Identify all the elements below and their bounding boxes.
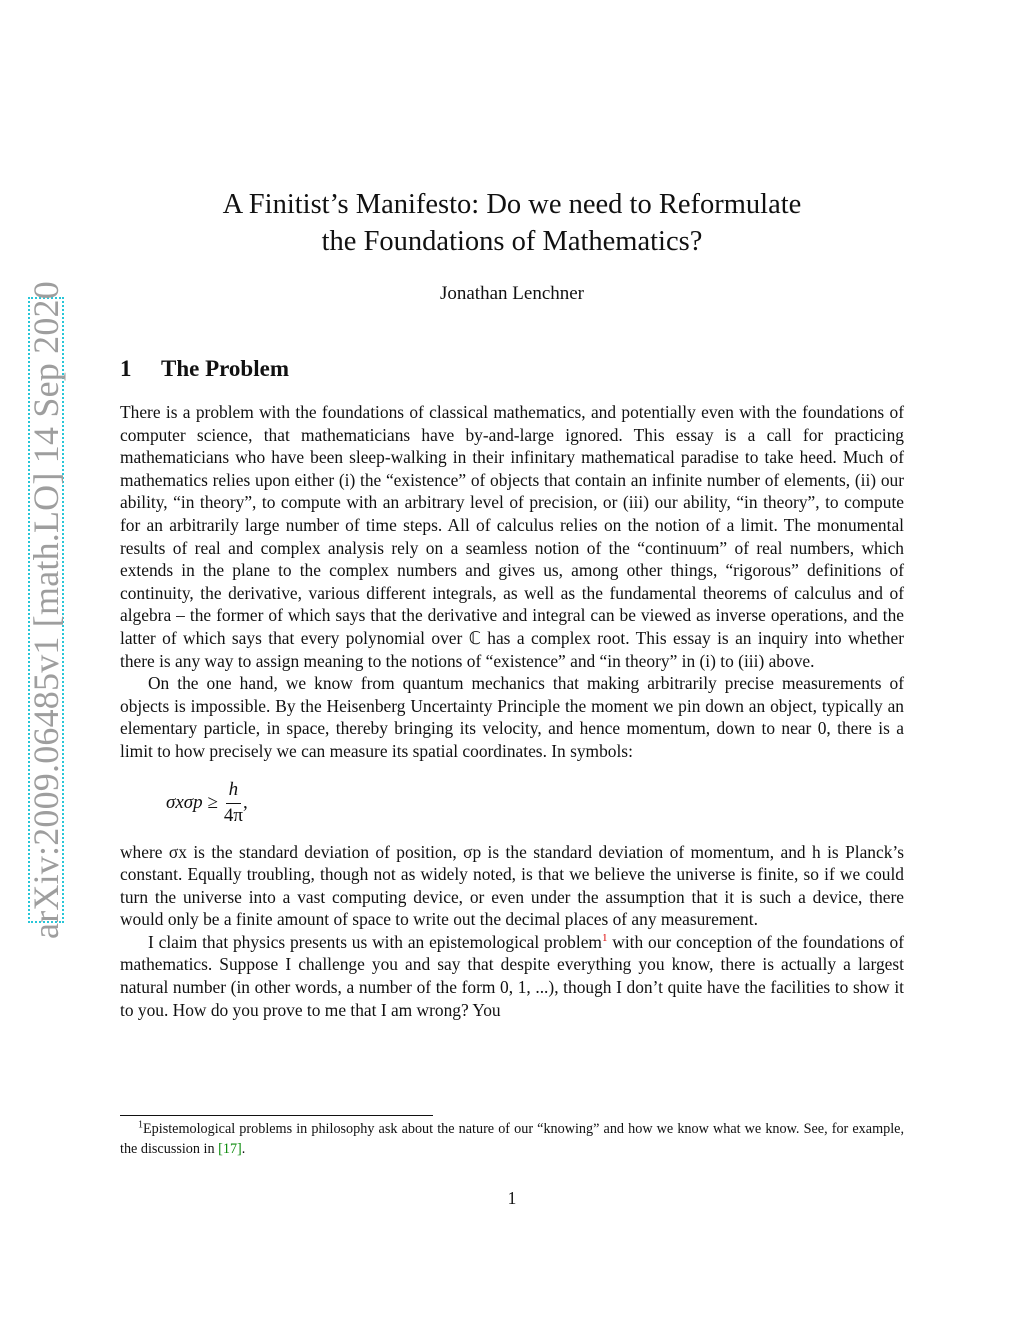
author: Jonathan Lenchner bbox=[439, 283, 585, 304]
section-title: The Problem bbox=[161, 356, 289, 381]
title-line-1: A Finitist’s Manifesto: Do we need to Reformulate bbox=[222, 189, 802, 220]
paragraph-4-end: with our conception of the foundations of mathematics. Suppose I challenge you and say that despite everything you know, there is actually a largest natural number (in other words, a number of the form 0, 1, ...), though I don’t quite have the facilities to show it to you. How do you prove to me that I am wrong? You bbox=[120, 931, 904, 1020]
arxiv-stamp-text: arXiv:2009.06485v1 [math.LO] 14 Sep 2020 bbox=[26, 281, 67, 939]
title-line-2: the Foundations of Mathematics? bbox=[321, 226, 703, 257]
equation-denominator: 4π bbox=[223, 805, 243, 826]
uncertainty-equation bbox=[166, 775, 904, 833]
citation-link[interactable]: [17] bbox=[218, 1140, 242, 1157]
page-number: 1 bbox=[507, 1188, 517, 1208]
paragraph-3: where σx is the standard deviation of position, σp is the standard deviation of momentum, and h is Planck’s constant. Equally troubling, though not as widely noted, is that we believe the universe is finite, so if we could turn the universe into a vast computing device, or even under the assumption that it is such a device, there would only be a finite amount of space to write out the decimal places of any measurement. bbox=[120, 841, 904, 930]
arxiv-stamp bbox=[26, 281, 67, 939]
paragraph-1: There is a problem with the foundations of classical mathematics, and potentially even with the foundations of computer science, that mathematicians have by-and-large ignored. This essay is a call for practicing mathematicians who have been sleep-walking in their infinitary mathematical paradise to take heed. Much of mathematics relies upon either (i) the “existence” of objects that contain an infinite number of elements, (ii) our ability, “in theory”, to compute with an arbitrary level of precision, or (iii) our ability, “in theory”, to compute for an arbitrarily large number of time steps. All of calculus relies on the notion of a limit. The monumental results of real and complex analysis rely on a seamless notion of the “continuum” of real numbers, which extends in the plane to the complex numbers and gives us, among other things, “rigorous” definitions of continuity, the derivative, various different integrals, as well as the fundamental theorems of calculus and of algebra – the former of which says that the derivative and integral can be viewed as inverse operations, and the latter of which says that every polynomial over ℂ has a complex root. This essay is an inquiry into whether there is any way to assign meaning to the notions of “existence” and “in theory” in (i) to (iii) above. bbox=[120, 402, 904, 671]
footnote-text-a: Epistemological problems in philosophy ask about the nature of our “knowing” and how we know what we know. See, for example, the discussion in bbox=[120, 1121, 904, 1157]
footnote-text-b: . bbox=[241, 1140, 246, 1157]
paragraph-2: On the one hand, we know from quantum mechanics that making arbitrarily precise measurements of objects is impossible. By the Heisenberg Uncertainty Principle the moment we pin down an object, typically an elementary particle, in space, thereby bringing its velocity, and hence momentum, down to near 0, there is a limit to how precisely we can measure its spatial coordinates. In symbols: bbox=[120, 673, 904, 761]
footnote bbox=[120, 1120, 904, 1159]
equation-numerator: h bbox=[226, 779, 242, 804]
section-number: 1 bbox=[120, 356, 132, 381]
equation-lhs: σxσp ≥ bbox=[166, 792, 218, 814]
section-heading bbox=[120, 356, 289, 382]
body-text bbox=[120, 401, 904, 1021]
paper-title bbox=[120, 186, 904, 260]
footnote-mark: 1 bbox=[138, 1119, 143, 1131]
paragraph-4-start: I claim that physics presents us with an epistemological problem bbox=[148, 931, 602, 952]
equation-trail: , bbox=[242, 792, 248, 814]
footnote-mark-link[interactable]: 1 bbox=[601, 932, 608, 945]
equation-fraction bbox=[224, 779, 243, 827]
paragraph-4 bbox=[120, 931, 904, 1021]
footnote-rule bbox=[120, 1115, 433, 1116]
